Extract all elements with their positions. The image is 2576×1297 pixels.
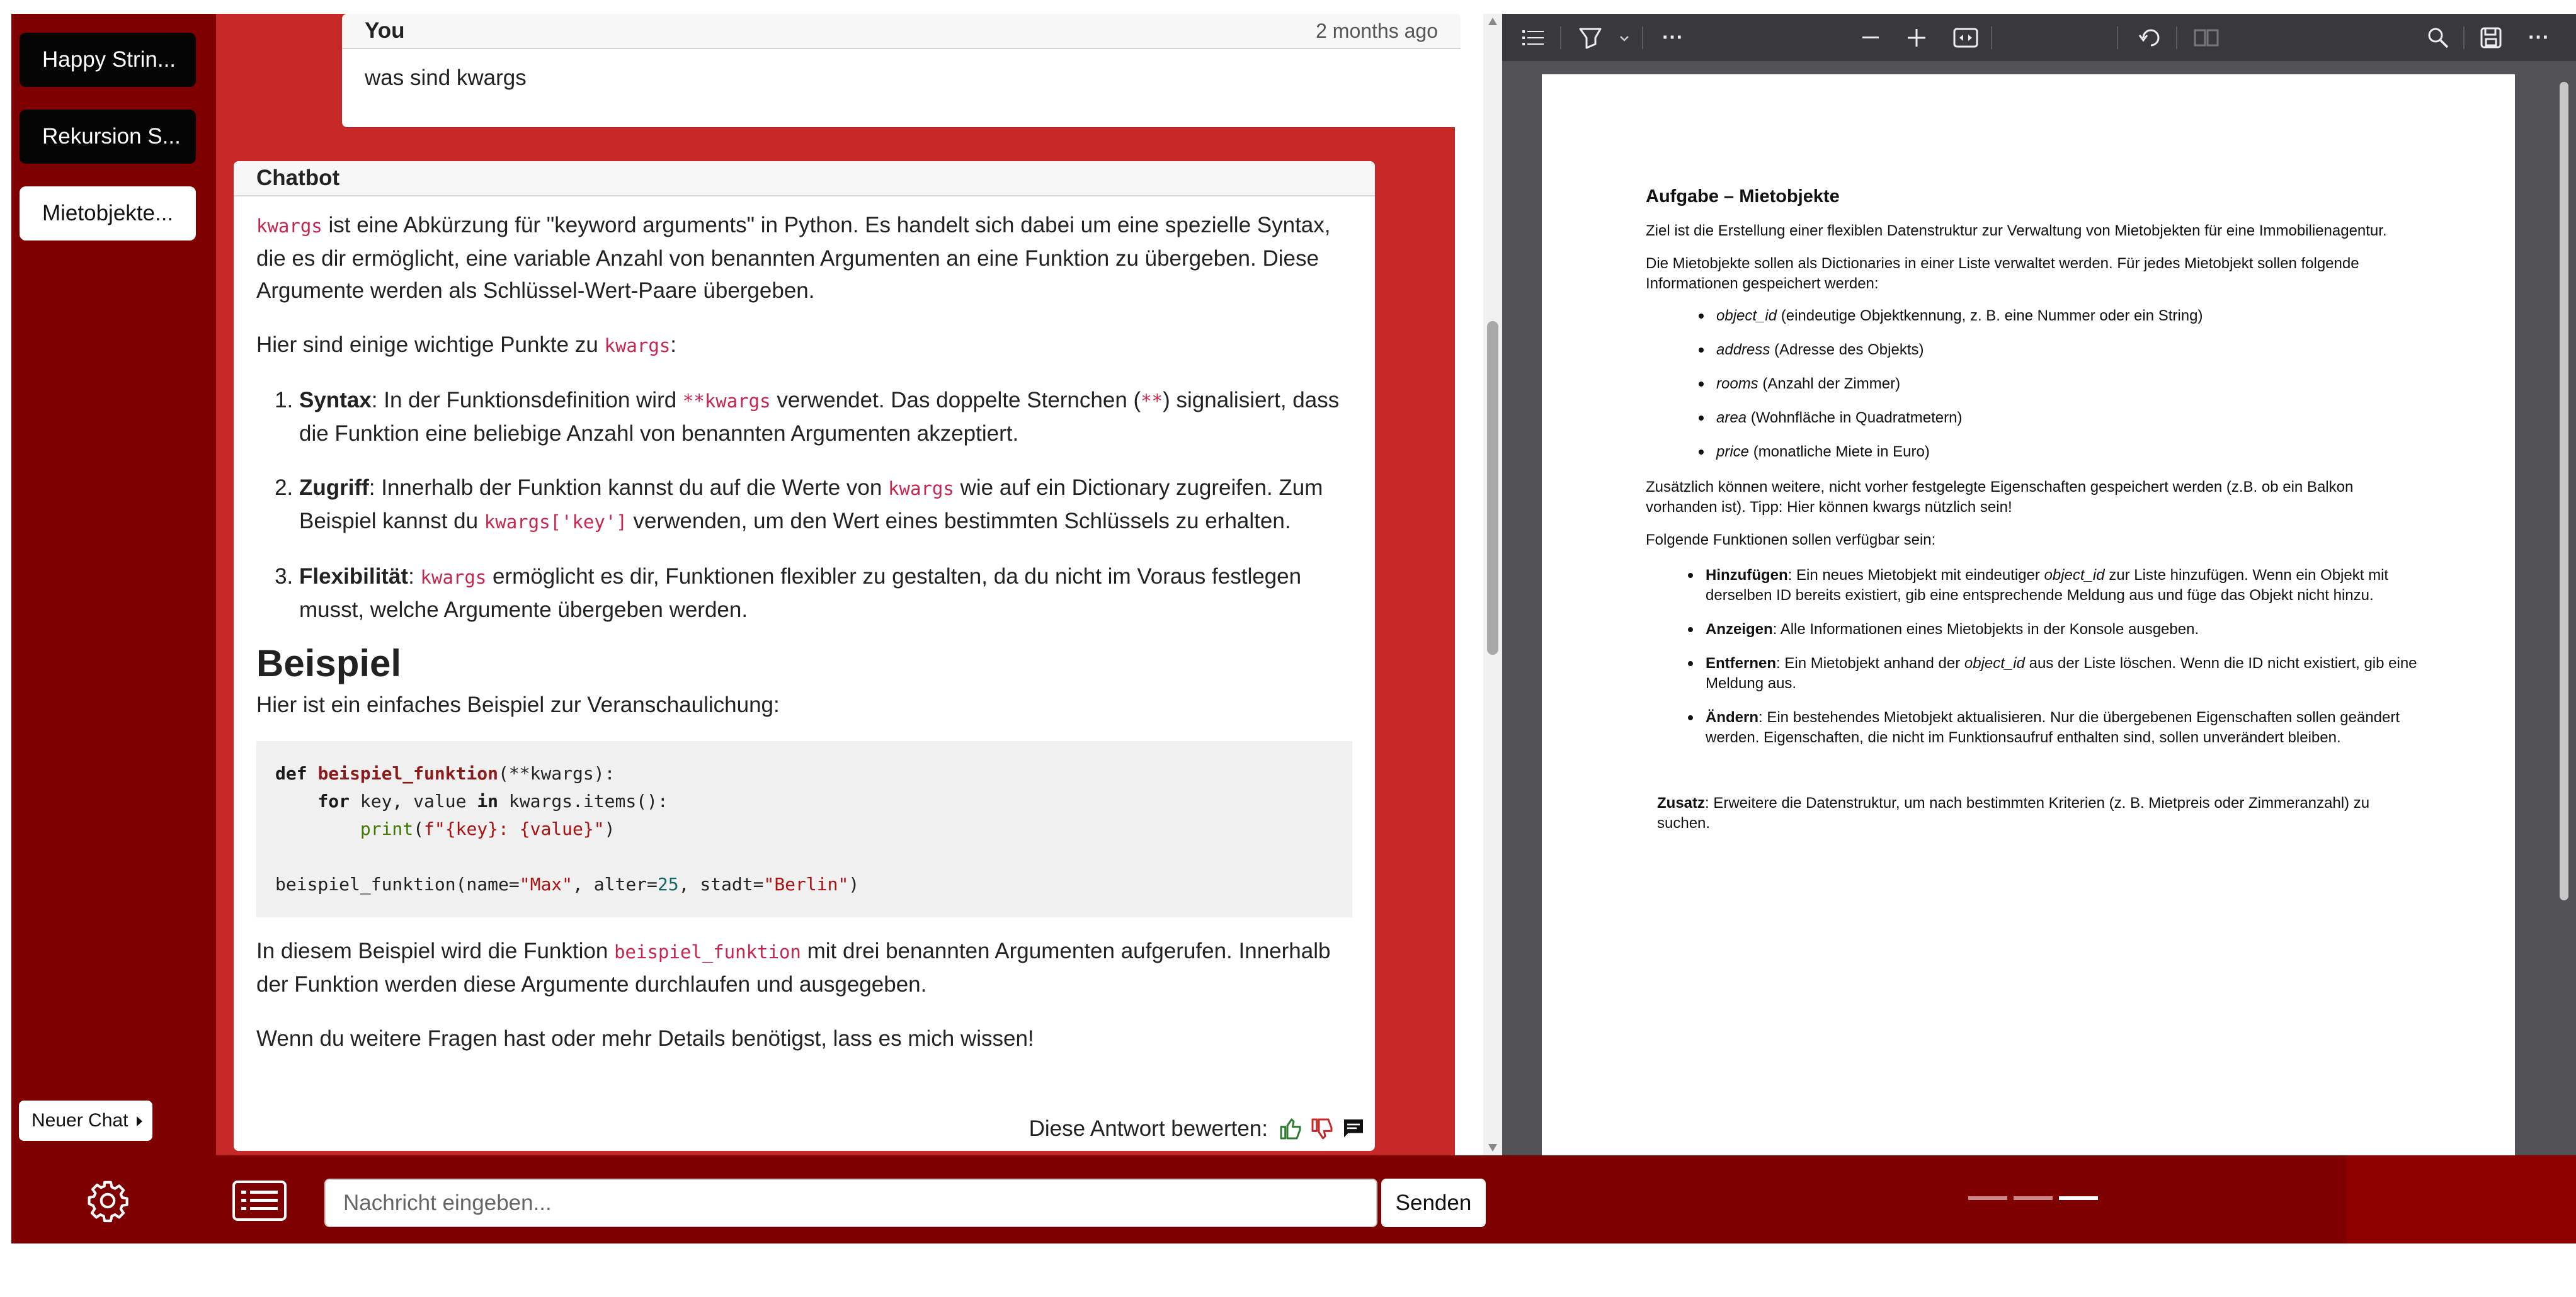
message-timestamp: 2 months ago [1316, 20, 1438, 42]
list-item-text: verwendet. Das doppelte Sternchen ( [770, 388, 1141, 412]
pdf-page [1542, 74, 2515, 1155]
inline-code: kwargs [420, 567, 487, 588]
user-message-header [342, 14, 1461, 49]
list-item-text: ) signalisiert, dass die Funktion eine beliebige Anzahl von benannten Argumenten akzeptiert. [299, 388, 1340, 446]
list-item-text: : Innerhalb der Funktion kannst du auf die Werte von [368, 475, 889, 500]
list-item [299, 560, 1352, 626]
list-item-term: Flexibilität [299, 564, 409, 589]
new-chat-label: Neuer Chat [31, 1110, 128, 1131]
pdf-paragraph: Zusätzlich können weitere, nicht vorher festgelegte Eigenschaften gespeichert werden (z.B. ob ein Balkon vorhanden ist). Tipp: Hier können kwargs nützlich sein! [1646, 479, 2354, 516]
user-message-card [342, 14, 1461, 127]
inline-code: beispiel_funktion [614, 941, 801, 963]
page-dot[interactable] [2014, 1196, 2053, 1200]
list-item-text: : [408, 564, 421, 589]
paragraph-text: Wenn du weitere Fragen hast oder mehr Details benötigst, lass es mich wissen! [256, 1026, 1034, 1051]
chat-messages-area [216, 14, 1455, 1155]
two-page-icon[interactable] [2194, 28, 2219, 48]
chat-history-item[interactable]: Happy Strin... [20, 33, 196, 87]
chat-history-item[interactable]: Mietobjekte... [20, 186, 196, 241]
message-input[interactable] [324, 1179, 1377, 1227]
message-composer [216, 1155, 1502, 1243]
pdf-list-item: Ändern: Ein bestehendes Mietobjekt aktualisieren. Nur die übergebenen Eigenschaften sollen geändert werden. Eigenschaften, die nicht im Funktionsaufruf enthalten sind, sollen unverändert bleiben. [1706, 708, 2430, 748]
send-button[interactable]: Senden [1381, 1179, 1486, 1227]
bot-message-card [234, 161, 1375, 1151]
inline-code: ** [1141, 390, 1163, 412]
paragraph-text: Hier ist ein einfaches Beispiel zur Veranschaulichung: [256, 693, 780, 717]
thumbs-up-icon[interactable] [1278, 1116, 1303, 1141]
gear-icon[interactable] [86, 1179, 130, 1223]
pdf-list-item: Hinzufügen: Ein neues Mietobjekt mit eindeutiger object_id zur Liste hinzufügen. Wenn ein Objekt mit derselben ID bereits existiert, gib eine entsprechende Meldung aus und füge das Objekt nicht hinzu. [1706, 565, 2430, 606]
inline-code: **kwargs [682, 390, 771, 412]
rotate-icon[interactable] [2138, 25, 2163, 50]
pdf-list-item: rooms (Anzahl der Zimmer) [1716, 374, 2441, 394]
message-author: Chatbot [256, 166, 340, 190]
chat-history-item[interactable]: Rekursion S... [20, 110, 196, 164]
pdf-list-item: area (Wohnfläche in Quadratmetern) [1716, 408, 2441, 428]
paragraph-text: In diesem Beispiel wird die Funktion [256, 939, 615, 963]
chat-scroll-thumb[interactable] [1487, 321, 1498, 655]
list-item-text: wie auf ein Dictionary zugreifen. Zum Beispiel kannst du [299, 475, 1323, 533]
list-item-text: : In der Funktionsdefinition wird [371, 388, 683, 412]
caret-right-icon [137, 1116, 142, 1126]
pdf-list-item: Anzeigen: Alle Informationen eines Mietobjekts in der Konsole ausgeben. [1706, 620, 2430, 640]
inline-code: kwargs [604, 335, 671, 356]
zoom-in-icon[interactable] [1908, 29, 1925, 47]
scroll-up-arrow[interactable] [1488, 18, 1497, 25]
code-block[interactable]: def beispiel_funktion(**kwargs): for key, value in kwargs.items(): print(f"{key}: {value}") beispiel_funktion(name="Max", alter=25, stadt="Berlin") [256, 741, 1352, 917]
list-item-term: Zugriff [299, 475, 369, 500]
pdf-list-item: address (Adresse des Objekts) [1716, 340, 2441, 360]
pdf-list-item: price (monatliche Miete in Euro) [1716, 442, 2441, 462]
pdf-list-item: Entfernen: Ein Mietobjekt anhand der object_id aus der Liste löschen. Wenn die ID nicht existiert, gib eine Meldung aus. [1706, 654, 2430, 694]
list-item-text: ermöglicht es dir, Funktionen flexibler zu gestalten, da du nicht im Voraus festlegen musst, welche Argumente übergeben werden. [299, 564, 1302, 622]
thumbs-down-icon[interactable] [1309, 1116, 1335, 1141]
pdf-toolbar [1502, 14, 2576, 61]
list-item [299, 472, 1352, 538]
bot-message-header [234, 161, 1375, 196]
bottom-panel-accent [2346, 1155, 2576, 1243]
list-item-term: Syntax [299, 388, 372, 412]
highlight-icon[interactable] [1578, 26, 1603, 49]
pdf-page-indicator [1502, 1155, 2576, 1243]
list-item-text: verwenden, um den Wert eines bestimmten Schlüssels zu erhalten. [627, 509, 1291, 533]
page-dot-active[interactable] [2059, 1196, 2098, 1200]
new-chat-button[interactable] [19, 1101, 152, 1141]
zoom-out-icon[interactable] [1862, 37, 1879, 39]
page-dot[interactable] [1968, 1196, 2007, 1200]
fit-page-icon[interactable] [1953, 28, 1978, 48]
sidebar-toggle-icon[interactable] [1522, 29, 1544, 47]
pdf-list-item: object_id (eindeutige Objektkennung, z. B. eine Nummer oder ein String) [1716, 306, 2441, 326]
paragraph-text: : [670, 332, 677, 357]
pdf-field-list [1716, 306, 2441, 462]
comment-icon[interactable] [1341, 1116, 1366, 1141]
user-message-text: was sind kwargs [365, 65, 527, 90]
pdf-scroll-thumb[interactable] [2560, 82, 2568, 900]
inline-code: kwargs['key'] [484, 511, 627, 533]
pdf-title: Aufgabe – Mietobjekte [1646, 186, 1840, 207]
inline-code: kwargs [888, 478, 954, 499]
chevron-down-icon[interactable] [1619, 35, 1629, 42]
pdf-paragraph: Folgende Funktionen sollen verfügbar sein: [1646, 531, 1936, 548]
message-author: You [365, 18, 405, 43]
pdf-paragraph: Die Mietobjekte sollen als Dictionaries in einer Liste verwaltet werden. Für jedes Mietobjekt sollen folgende Informationen gespeichert werden: [1646, 255, 2359, 292]
scroll-down-arrow[interactable] [1488, 1144, 1497, 1152]
search-icon[interactable] [2427, 26, 2449, 49]
more-options-icon[interactable]: ⋯ [2528, 25, 2549, 49]
settings-bar [11, 1155, 216, 1243]
pdf-paragraph: Ziel ist die Erstellung einer flexiblen Datenstruktur zur Verwaltung von Mietobjekten für eine Immobilienagentur. [1646, 222, 2387, 239]
save-icon[interactable] [2480, 26, 2502, 49]
list-item [299, 384, 1352, 450]
bot-message-body [234, 196, 1375, 1055]
chat-sidebar [11, 14, 216, 1155]
rating-label: Diese Antwort bewerten: [1029, 1116, 1268, 1141]
more-tools-icon[interactable]: ⋯ [1661, 25, 1683, 49]
paragraph-text: ist eine Abkürzung für "keyword arguments" in Python. Es handelt sich dabei um eine spezielle Syntax, die es dir ermöglicht, eine variable Anzahl von benannten Argumenten an eine Funktion zu übergeben. Diese Argumente werden als Schlüssel-Wert-Paare übergeben. [256, 213, 1331, 303]
rating-row [1029, 1113, 1366, 1145]
section-heading: Beispiel [256, 642, 402, 684]
list-icon[interactable] [232, 1181, 287, 1221]
inline-code: kwargs [256, 215, 322, 237]
pdf-extra-task: Zusatz: Erweitere die Datenstruktur, um nach bestimmten Kriterien (z. B. Mietpreis oder Zimmeranzahl) zu suchen. [1657, 795, 2370, 832]
paragraph-text: mit drei benannten Argumenten aufgerufen. Innerhalb der Funktion werden diese Argumente durchlaufen und ausgegeben. [256, 939, 1331, 997]
paragraph-text: Hier sind einige wichtige Punkte zu [256, 332, 605, 357]
pdf-function-list [1706, 565, 2430, 748]
